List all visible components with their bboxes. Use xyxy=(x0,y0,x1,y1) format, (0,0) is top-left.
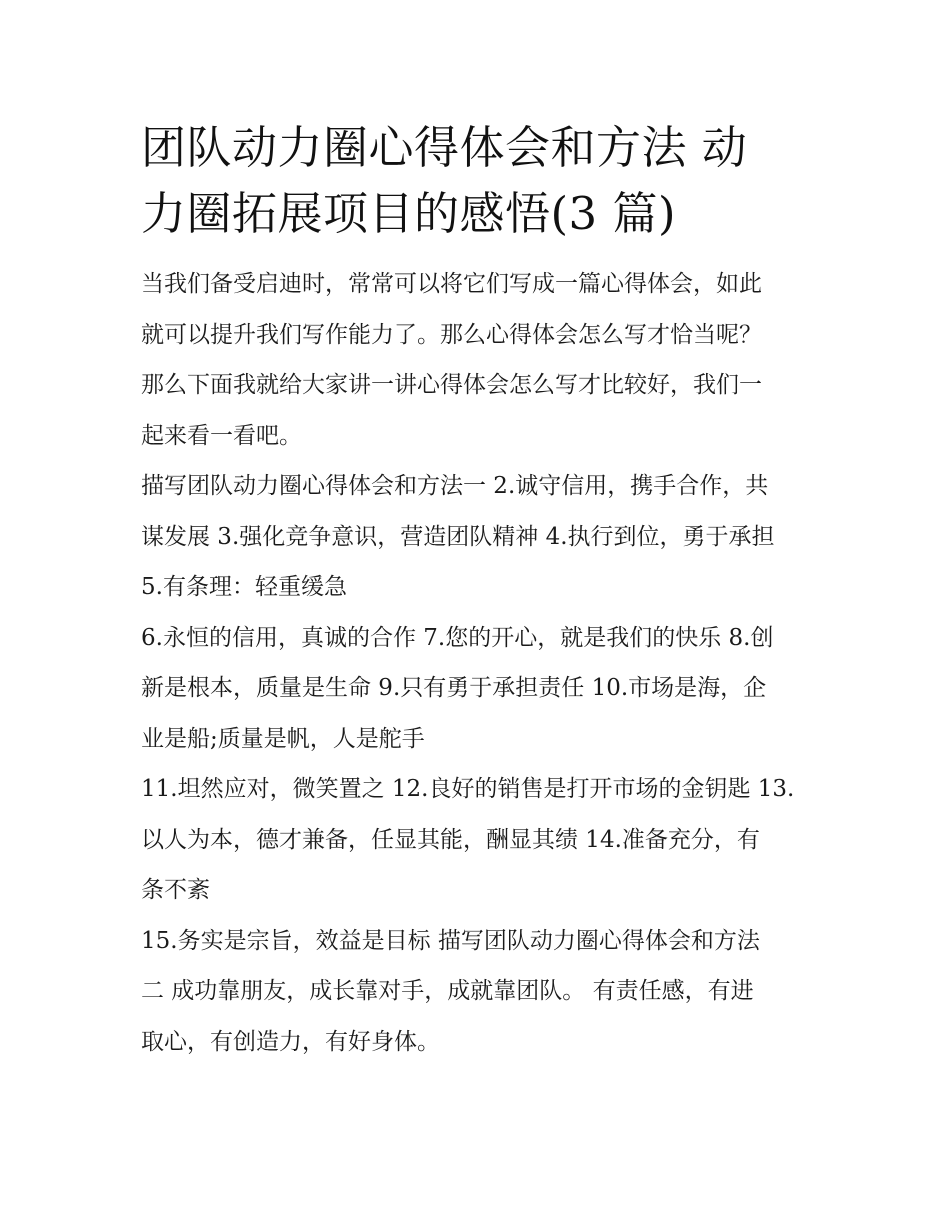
body-paragraph xyxy=(141,916,821,1068)
page-title xyxy=(141,115,821,247)
text-line: 5.有条理：轻重缓急 xyxy=(141,574,347,600)
text-line: 当我们备受启迪时，常常可以将它们写成一篇心得体会，如此 xyxy=(141,271,762,297)
text-line: 6.永恒的信用，真诚的合作 7.您的开心，就是我们的快乐 8.创 xyxy=(141,624,774,651)
text-line: 描写团队动力圈心得体会和方法一 2.诚守信用，携手合作，共 xyxy=(141,473,769,499)
body-paragraph xyxy=(141,764,821,916)
text-line: 那么下面我就给大家讲一讲心得体会怎么写才比较好，我们一 xyxy=(141,372,762,398)
title-line: 团队动力圈心得体会和方法 动 xyxy=(141,121,748,174)
title-line: 力圈拓展项目的感悟(3 篇) xyxy=(141,187,677,240)
text-line: 11.坦然应对，微笑置之 12.良好的销售是打开市场的金钥匙 13. xyxy=(141,776,795,802)
text-line: 二 成功靠朋友，成长靠对手，成就靠团队。 有责任感，有进 xyxy=(141,978,754,1004)
intro-paragraph xyxy=(141,259,821,461)
text-line: 谋发展 3.强化竞争意识，营造团队精神 4.执行到位，勇于承担 xyxy=(141,523,775,550)
body-paragraph xyxy=(141,613,821,765)
text-line: 15.务实是宗旨，效益是目标 描写团队动力圈心得体会和方法 xyxy=(141,927,760,954)
document-content xyxy=(141,115,821,1067)
text-line: 业是船;质量是帆，人是舵手 xyxy=(141,725,425,752)
text-line: 以人为本，德才兼备，任显其能，酬显其绩 14.准备充分，有 xyxy=(141,826,760,853)
text-line: 条不紊 xyxy=(141,877,210,903)
text-line: 新是根本，质量是生命 9.只有勇于承担责任 10.市场是海，企 xyxy=(141,675,767,701)
text-line: 取心，有创造力，有好身体。 xyxy=(141,1028,440,1055)
text-line: 起来看一看吧。 xyxy=(141,422,302,449)
body-paragraph xyxy=(141,461,821,613)
text-line: 就可以提升我们写作能力了。那么心得体会怎么写才恰当呢？ xyxy=(141,321,762,348)
